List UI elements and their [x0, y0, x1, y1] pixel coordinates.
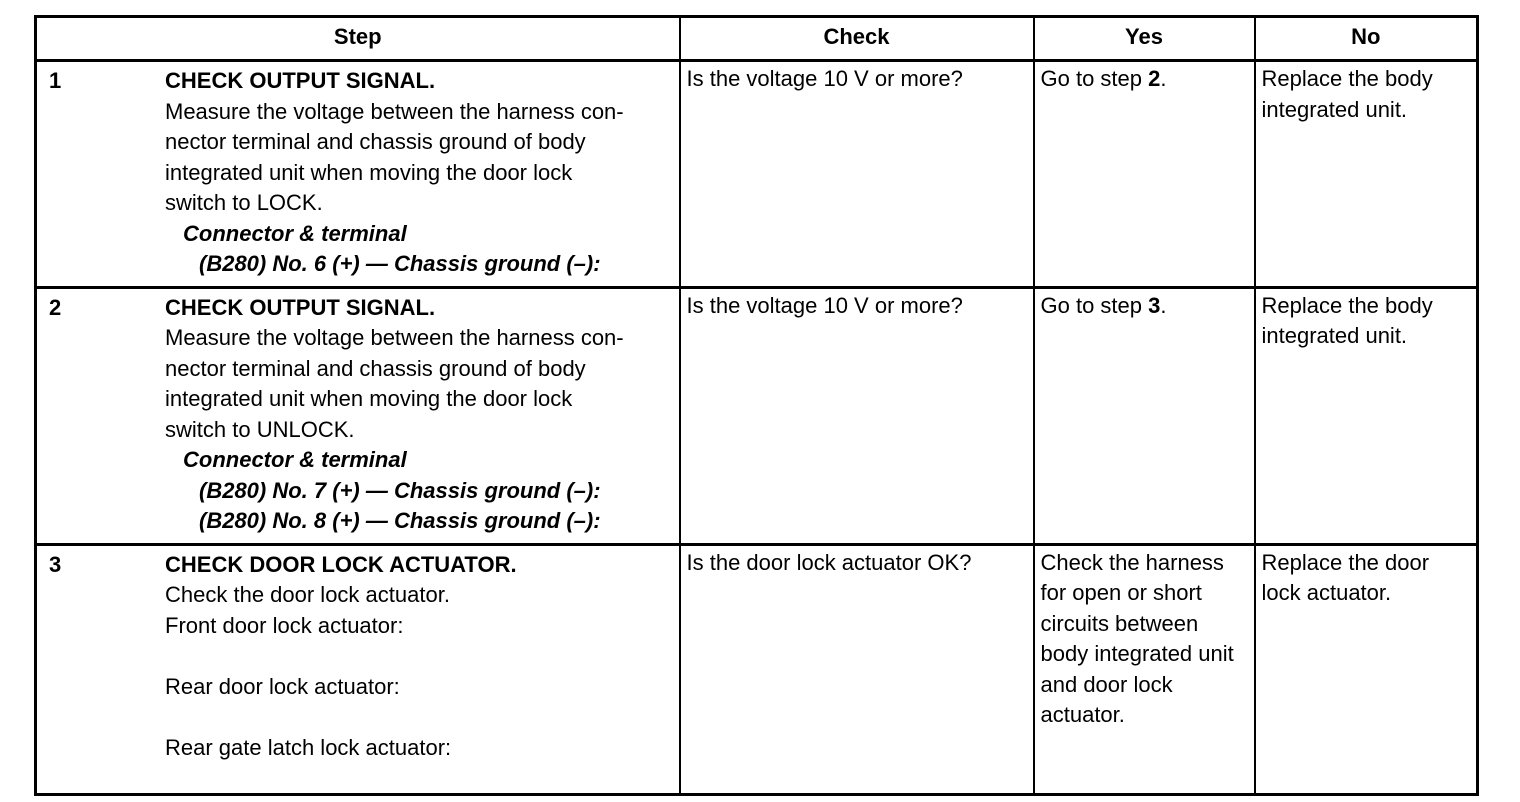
step-desc-line: Rear door lock actuator:	[165, 673, 400, 699]
connector-label: Connector & terminal	[183, 447, 407, 472]
header-yes: Yes	[1034, 17, 1255, 61]
yes-prefix: Go to step	[1040, 292, 1149, 318]
table-header-row	[36, 17, 1478, 61]
step-cell	[36, 287, 680, 544]
yes-suffix: .	[1160, 66, 1167, 91]
step-number: 1	[49, 68, 62, 93]
step-title: CHECK OUTPUT SIGNAL.	[165, 68, 436, 93]
step-desc-line: Front door lock actuator:	[165, 612, 404, 638]
table-row	[36, 544, 1478, 794]
diagnostic-table	[34, 15, 1479, 796]
no-cell: Replace the door lock actuator.	[1255, 544, 1478, 794]
yes-cell	[1034, 287, 1255, 544]
yes-step-ref: 2	[1148, 66, 1161, 91]
header-check: Check	[680, 17, 1034, 61]
yes-prefix: Go to step	[1040, 66, 1149, 91]
step-desc-line: integrated unit when moving the door lock	[165, 159, 573, 185]
step-number: 2	[49, 294, 62, 320]
connector-label: Connector & terminal	[183, 220, 407, 246]
step-body	[165, 548, 673, 767]
step-body	[165, 291, 673, 540]
terminal-spec: (B280) No. 6 (+) — Chassis ground (–):	[199, 251, 601, 276]
step-desc-line: integrated unit when moving the door lock	[165, 386, 573, 411]
diagnostic-page	[34, 15, 1476, 796]
header-no: No	[1255, 17, 1478, 61]
no-cell: Replace the body integrated unit.	[1255, 61, 1478, 288]
step-title: CHECK OUTPUT SIGNAL.	[165, 294, 436, 320]
step-cell	[36, 544, 680, 794]
terminal-spec: (B280) No. 7 (+) — Chassis ground (–):	[199, 477, 601, 503]
step-number: 3	[49, 551, 62, 577]
check-cell: Is the door lock actuator OK?	[680, 544, 1034, 794]
check-cell: Is the voltage 10 V or more?	[680, 61, 1034, 288]
step-desc-line: Measure the voltage between the harness con-	[165, 325, 624, 350]
header-step: Step	[36, 17, 680, 61]
check-cell: Is the voltage 10 V or more?	[680, 287, 1034, 544]
no-cell: Replace the body integrated unit.	[1255, 287, 1478, 544]
step-desc-line: switch to UNLOCK.	[165, 416, 355, 442]
step-desc-line: nector terminal and chassis ground of body	[165, 129, 586, 154]
step-body	[165, 64, 673, 283]
step-title: CHECK DOOR LOCK ACTUATOR.	[165, 551, 517, 577]
step-desc-line: Check the door lock actuator.	[165, 582, 450, 607]
step-desc-line: nector terminal and chassis ground of body	[165, 355, 586, 381]
step-desc-line: Measure the voltage between the harness con-	[165, 98, 624, 124]
terminal-spec: (B280) No. 8 (+) — Chassis ground (–):	[199, 508, 601, 533]
yes-suffix: .	[1160, 292, 1167, 318]
step-desc-line: Rear gate latch lock actuator:	[165, 734, 452, 760]
table-row	[36, 61, 1478, 288]
step-cell	[36, 61, 680, 288]
yes-cell: Check the harness for open or short circuits between body integrated unit and door lock actuator.	[1034, 544, 1255, 794]
yes-step-ref: 3	[1148, 292, 1161, 318]
table-row	[36, 287, 1478, 544]
yes-cell	[1034, 61, 1255, 288]
step-desc-line: switch to LOCK.	[165, 190, 323, 215]
